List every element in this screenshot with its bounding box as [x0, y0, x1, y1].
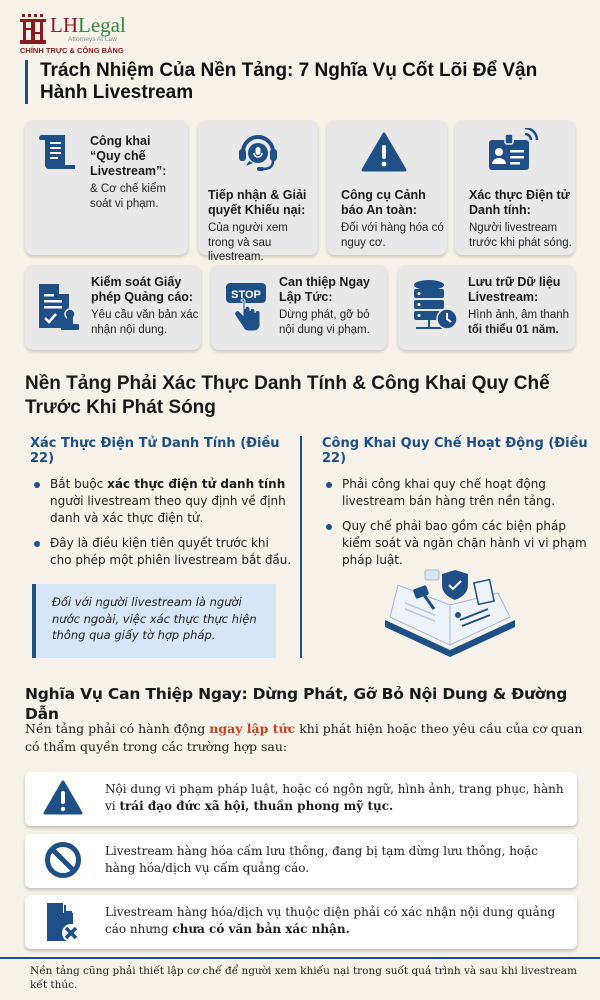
violation-item	[25, 834, 577, 888]
card-title: Xác thực Điện tử Danh tính:	[469, 188, 570, 217]
card-desc: Của người xem trong và sau livestream.	[208, 222, 288, 263]
intro-text: Nền tảng phải có hành động	[25, 721, 210, 736]
item-bold: trái đạo đức xã hội, thuần phong mỹ tục.	[119, 799, 394, 813]
item-bold: chưa có văn bản xác nhận.	[172, 922, 350, 936]
card-desc: Đối với hàng hóa có nguy cơ.	[341, 222, 444, 249]
list-item: Đây là điều kiện tiên quyết trước khi cho phép một phiên livestream bắt đầu.	[30, 535, 292, 569]
card-title: Công cụ Cảnh báo An toàn:	[341, 188, 426, 217]
brand-logo	[20, 12, 220, 54]
card-identity-verification	[455, 120, 575, 255]
item-text: Nội dung vi phạm pháp luật, hoặc có ngôn ngữ, hình ảnh, trang phục, hành vi	[105, 782, 564, 813]
document-stamp-icon	[37, 280, 81, 336]
card-title: Can thiệp Ngay Lập Tức:	[279, 275, 370, 304]
violation-item	[25, 772, 577, 826]
bullet-text: Bắt buộc	[50, 477, 108, 491]
id-badge-icon	[487, 128, 543, 174]
identity-verification-column	[30, 436, 292, 577]
law-book-gavel-shield-illustration	[380, 565, 520, 665]
intro-highlight: ngay lập tức	[209, 721, 296, 736]
card-ad-license	[25, 265, 201, 350]
footer-note: Nền tảng cũng phải thiết lập cơ chế để người xem khiếu nại trong suốt quá trình và sau khi livestream kết thúc.	[30, 965, 578, 991]
card-desc: Người livestream trước khi phát sóng.	[469, 222, 572, 249]
scroll-document-icon	[37, 132, 79, 174]
card-desc-plain: Hình ảnh, âm thanh	[468, 309, 570, 321]
column-divider	[300, 436, 302, 658]
public-rules-bullet-list	[322, 476, 592, 569]
card-title: Lưu trữ Dữ liệu Livestream:	[468, 275, 561, 304]
list-item: Phải công khai quy chế hoạt động livestream bán hàng trên nền tảng.	[322, 476, 592, 510]
public-rules-column	[322, 436, 592, 577]
card-title: Tiếp nhận & Giải quyết Khiếu nại:	[208, 188, 307, 217]
brand-name-legal: Legal	[78, 13, 126, 37]
item-text: Livestream hàng hóa cấm lưu thông, đang bị tạm dừng lưu thông, hoặc hàng hóa/dịch vụ cấm quảng cáo.	[105, 844, 539, 875]
item-text: Livestream hàng hóa/dịch vụ thuộc diện phải có xác nhận nội dung quảng cáo nhưng	[105, 905, 556, 936]
document-x-icon	[45, 901, 81, 943]
card-immediate-intervention	[211, 265, 387, 350]
stop-button-hand-icon	[225, 279, 267, 337]
law-column-logo-icon	[20, 14, 46, 44]
bullet-bold: xác thực điện tử danh tính	[107, 477, 286, 491]
card-data-retention	[398, 265, 575, 350]
warning-triangle-icon	[361, 132, 407, 172]
footer-divider	[0, 957, 600, 959]
list-item: Quy chế phải bao gồm các biện pháp kiểm soát và ngăn chặn hành vi vi phạm pháp luật.	[322, 518, 592, 569]
list-item	[30, 476, 292, 527]
bullet-text: người livestream theo quy định về định danh và xác thực điện tử.	[50, 494, 286, 525]
svg-text:STOP: STOP	[231, 289, 261, 301]
headset-support-icon	[235, 128, 281, 174]
brand-name-lh: LH	[50, 13, 78, 37]
brand-subtitle: Attorneys At Law	[68, 36, 117, 43]
card-desc: & Cơ chế kiểm soát vi phạm.	[90, 183, 166, 210]
public-rules-column-heading: Công Khai Quy Chế Hoạt Động (Điều 22)	[322, 436, 588, 466]
section2-title: Nền Tảng Phải Xác Thực Danh Tính & Công Khai Quy Chế Trước Khi Phát Sóng	[25, 373, 550, 418]
violation-item-text	[105, 781, 567, 815]
identity-bullet-list	[30, 476, 292, 569]
database-clock-icon	[412, 279, 458, 335]
identity-column-heading: Xác Thực Điện Tử Danh Tính (Điều 22)	[30, 436, 280, 466]
violation-item	[25, 895, 577, 949]
prohibited-icon	[44, 841, 82, 879]
section1-title: Trách Nhiệm Của Nền Tảng: 7 Nghĩa Vụ Cốt Lõi Để Vận Hành Livestream	[25, 60, 585, 104]
warning-triangle-icon	[43, 780, 83, 816]
card-title: Công khai “Quy chế Livestream”:	[90, 134, 167, 178]
brand-name	[50, 14, 126, 36]
section3-intro	[25, 720, 585, 756]
card-desc: Yêu cầu văn bản xác nhận nội dung.	[91, 309, 199, 336]
card-desc: Dừng phát, gỡ bỏ nội dung vi phạm.	[279, 309, 370, 336]
intro-text: khi phát hiện hoặc theo yêu cầu của cơ quan có thẩm quyền trong các trường hợp sau:	[25, 721, 583, 754]
violation-item-text	[105, 843, 567, 877]
brand-slogan: CHÍNH TRỰC & CÔNG BẰNG	[20, 46, 124, 55]
card-title: Kiểm soát Giấy phép Quảng cáo:	[91, 275, 194, 304]
card-desc-bold: tối thiểu 01 năm.	[468, 323, 559, 336]
card-desc	[468, 308, 572, 337]
card-safety-warning	[327, 120, 447, 255]
card-public-rules	[25, 120, 188, 255]
violation-item-text	[105, 904, 567, 938]
foreigner-note-quote: Đối với người livestream là người nước ngoài, việc xác thực thực hiện thông qua giấy tờ hợp pháp.	[32, 584, 276, 658]
section3-title: Nghĩa Vụ Can Thiệp Ngay: Dừng Phát, Gỡ Bỏ Nội Dung & Đường Dẫn	[25, 685, 568, 723]
card-complaints	[198, 120, 318, 263]
